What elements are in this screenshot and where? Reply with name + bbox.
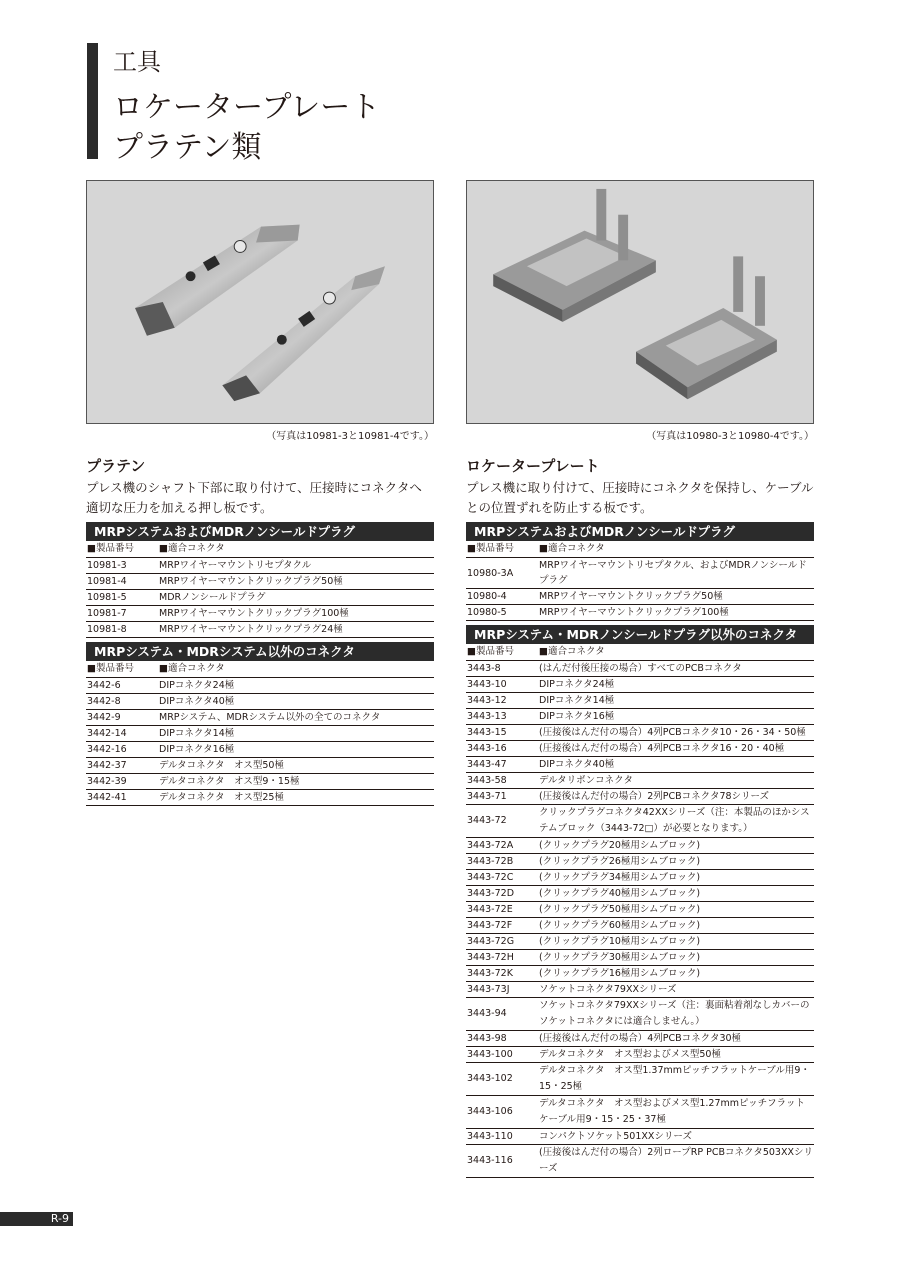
compatible-connector: ソケットコネクタ79XXシリーズ（注：裏面粘着剤なしカバーのソケットコネクタには適合しません。） [539, 1000, 810, 1027]
table-heading: MRPシステムおよびMDRノンシールドプラグ [86, 522, 434, 541]
compatible-connector: (圧接後はんだ付の場合）4列PCBコネクタ10・26・34・50極 [539, 727, 806, 738]
table-row [466, 918, 814, 934]
table-heading: MRPシステム・MDRノンシールドプラグ以外のコネクタ [466, 625, 814, 644]
compatible-connector: (クリックプラグ26極用シムブロック) [539, 856, 701, 867]
part-number: 3443-72B [467, 856, 514, 867]
compatible-connector: デルタコネクタ オス型50極 [159, 760, 284, 771]
part-number: 10981-7 [87, 608, 127, 619]
table-row [86, 558, 434, 574]
table-row [466, 1145, 814, 1178]
table-row [86, 694, 434, 710]
platen-section [86, 456, 434, 806]
column-header-connector: ■適合コネクタ [159, 663, 225, 674]
title-line-1: ロケータープレート [113, 90, 381, 125]
part-number: 3442-37 [87, 760, 127, 771]
compatible-connector: DIPコネクタ24極 [159, 680, 235, 691]
table-row [86, 790, 434, 806]
table-row [466, 886, 814, 902]
table-row [466, 966, 814, 982]
part-number: 3443-72H [467, 952, 514, 963]
table-column-header [86, 661, 434, 678]
part-number: 3443-8 [467, 663, 501, 674]
table-row [466, 805, 814, 838]
compatible-connector: (クリックプラグ60極用シムブロック) [539, 920, 701, 931]
compatible-connector: MRPワイヤーマウントクリックプラグ100極 [159, 608, 349, 619]
part-number: 3443-73J [467, 984, 510, 995]
compatible-connector: (圧接後はんだ付の場合）2列ロープRP PCBコネクタ503XXシリーズ [539, 1147, 813, 1174]
locator-tables [466, 522, 814, 1178]
part-number: 3443-12 [467, 695, 507, 706]
column-header-part: ■製品番号 [87, 663, 134, 674]
compatible-connector: (圧接後はんだ付の場合）4列PCBコネクタ16・20・40極 [539, 743, 785, 754]
table-row [466, 1096, 814, 1129]
part-number: 10981-3 [87, 560, 127, 571]
compatible-connector: コンパクトソケット501XXシリーズ [539, 1131, 692, 1142]
part-number: 3442-6 [87, 680, 121, 691]
product-table [466, 522, 814, 621]
compatible-connector: デルタコネクタ オス型25極 [159, 792, 284, 803]
column-header-connector: ■適合コネクタ [539, 543, 605, 554]
table-row [466, 773, 814, 789]
table-row [466, 1031, 814, 1047]
table-row [86, 678, 434, 694]
part-number: 3443-98 [467, 1033, 507, 1044]
right-photo-caption: （写真は10980-3と10980-4です。） [646, 431, 814, 442]
part-number: 3443-102 [467, 1073, 513, 1084]
table-row [466, 950, 814, 966]
table-heading: MRPシステム・MDRシステム以外のコネクタ [86, 642, 434, 661]
table-row [466, 1047, 814, 1063]
compatible-connector: (クリックプラグ16極用シムブロック) [539, 968, 701, 979]
column-header-connector: ■適合コネクタ [159, 543, 225, 554]
compatible-connector: (クリックプラグ50極用シムブロック) [539, 904, 701, 915]
table-row [466, 677, 814, 693]
table-row [466, 605, 814, 621]
part-number: 3443-47 [467, 759, 507, 770]
table-row [466, 558, 814, 589]
part-number: 10981-5 [87, 592, 127, 603]
compatible-connector: MRPワイヤーマウントリセプタクル、およびMDRノンシールドプラグ [539, 560, 807, 586]
table-row [466, 693, 814, 709]
table-row [466, 757, 814, 773]
platen-title: プラテン [86, 457, 146, 475]
compatible-connector: MRPワイヤーマウントリセプタクル [159, 560, 312, 571]
part-number: 10981-4 [87, 576, 127, 587]
table-row [466, 982, 814, 998]
part-number: 3442-8 [87, 696, 121, 707]
part-number: 10980-4 [467, 591, 507, 602]
table-row [86, 590, 434, 606]
compatible-connector: デルタコネクタ オス型9・15極 [159, 776, 300, 787]
compatible-connector: MRPワイヤーマウントクリックプラグ50極 [159, 576, 343, 587]
part-number: 3442-14 [87, 728, 127, 739]
part-number: 3442-41 [87, 792, 127, 803]
table-row [86, 726, 434, 742]
table-row [466, 709, 814, 725]
table-row [466, 1129, 814, 1145]
compatible-connector: MRPシステム、MDRシステム以外の全てのコネクタ [159, 712, 381, 723]
part-number: 3442-39 [87, 776, 127, 787]
compatible-connector: (クリックプラグ40極用シムブロック) [539, 888, 701, 899]
accent-bar [87, 43, 98, 159]
table-column-header [466, 541, 814, 558]
table-row [466, 589, 814, 605]
table-row [466, 789, 814, 805]
part-number: 3443-72E [467, 904, 513, 915]
part-number: 3443-13 [467, 711, 507, 722]
part-number: 3443-72A [467, 840, 514, 851]
product-table [466, 625, 814, 1178]
compatible-connector: (クリックプラグ30極用シムブロック) [539, 952, 701, 963]
part-number: 10981-8 [87, 624, 127, 635]
table-column-header [86, 541, 434, 558]
table-heading: MRPシステムおよびMDRノンシールドプラグ [466, 522, 814, 541]
platen-part-2 [222, 266, 385, 401]
platen-photo [86, 180, 434, 424]
compatible-connector: MRPワイヤーマウントクリックプラグ50極 [539, 591, 723, 602]
table-row [466, 902, 814, 918]
part-number: 10980-5 [467, 607, 507, 618]
compatible-connector: MRPワイヤーマウントクリックプラグ100極 [539, 607, 729, 618]
part-number: 3443-72C [467, 872, 514, 883]
compatible-connector: MDRノンシールドプラグ [159, 592, 266, 603]
part-number: 3443-94 [467, 1008, 507, 1019]
table-row [466, 838, 814, 854]
table-row [466, 870, 814, 886]
part-number: 3442-16 [87, 744, 127, 755]
compatible-connector: MRPワイヤーマウントクリックプラグ24極 [159, 624, 343, 635]
part-number: 3443-110 [467, 1131, 513, 1142]
table-row [86, 622, 434, 638]
table-row [466, 725, 814, 741]
part-number: 3443-72 [467, 815, 507, 826]
column-header-connector: ■適合コネクタ [539, 646, 605, 657]
table-row [466, 1063, 814, 1096]
locator-plate-1 [493, 189, 656, 322]
part-number: 3443-100 [467, 1049, 513, 1060]
platen-description: プレス機のシャフト下部に取り付けて、圧接時にコネクタへ適切な圧力を加える押し板です。 [86, 480, 422, 515]
compatible-connector: デルタコネクタ オス型およびメス型50極 [539, 1049, 721, 1060]
platen-tables [86, 522, 434, 806]
compatible-connector: デルタリボンコネクタ [539, 775, 633, 786]
table-row [86, 774, 434, 790]
platen-part-1 [135, 225, 300, 336]
part-number: 3443-106 [467, 1106, 513, 1117]
column-header-part: ■製品番号 [87, 543, 134, 554]
title-line-2: プラテン類 [113, 130, 262, 165]
compatible-connector: DIPコネクタ24極 [539, 679, 615, 690]
part-number: 3443-10 [467, 679, 507, 690]
locator-plate-2 [636, 256, 777, 399]
table-row [86, 606, 434, 622]
part-number: 3443-15 [467, 727, 507, 738]
compatible-connector: DIPコネクタ40極 [159, 696, 235, 707]
table-row [466, 998, 814, 1031]
compatible-connector: (クリックプラグ20極用シムブロック) [539, 840, 701, 851]
locator-photo [466, 180, 814, 424]
table-column-header [466, 644, 814, 661]
part-number: 3443-72K [467, 968, 513, 979]
compatible-connector: (圧接後はんだ付の場合）4列PCBコネクタ30極 [539, 1033, 742, 1044]
locator-title: ロケータープレート [466, 457, 600, 475]
table-row [86, 574, 434, 590]
compatible-connector: (クリックプラグ34極用シムブロック) [539, 872, 701, 883]
compatible-connector: デルタコネクタ オス型およびメス型1.27mmピッチフラットケーブル用9・15・25・37極 [539, 1098, 805, 1125]
product-table [86, 642, 434, 806]
left-photo-caption: （写真は10981-3と10981-4です。） [266, 431, 434, 442]
platen-illustration [87, 181, 433, 423]
compatible-connector: クリックプラグコネクタ42XXシリーズ（注：本製品のほかシステムブロック（3443-72□）が必要となります。） [539, 807, 810, 834]
locator-illustration [467, 181, 813, 423]
part-number: 10980-3A [467, 567, 514, 579]
part-number: 3443-71 [467, 791, 507, 802]
compatible-connector: DIPコネクタ16極 [159, 744, 235, 755]
table-row [466, 854, 814, 870]
compatible-connector: (はんだ付後圧接の場合）すべてのPCBコネクタ [539, 663, 742, 674]
page-number: R-9 [0, 1212, 73, 1226]
locator-description: プレス機に取り付けて、圧接時にコネクタを保持し、ケーブルとの位置ずれを防止する板です。 [466, 480, 814, 515]
compatible-connector: DIPコネクタ16極 [539, 711, 615, 722]
product-table [86, 522, 434, 638]
part-number: 3443-72G [467, 936, 515, 947]
compatible-connector: デルタコネクタ オス型1.37mmピッチフラットケーブル用9・15・25極 [539, 1065, 810, 1092]
column-header-part: ■製品番号 [467, 646, 514, 657]
table-row [466, 661, 814, 677]
page-title [113, 88, 380, 168]
compatible-connector: ソケットコネクタ79XXシリーズ [539, 984, 677, 995]
locator-section [466, 456, 814, 1178]
part-number: 3443-72D [467, 888, 515, 899]
table-row [466, 934, 814, 950]
compatible-connector: DIPコネクタ14極 [159, 728, 235, 739]
part-number: 3442-9 [87, 712, 121, 723]
part-number: 3443-58 [467, 775, 507, 786]
compatible-connector: (クリックプラグ10極用シムブロック) [539, 936, 701, 947]
table-row [86, 758, 434, 774]
category-label: 工具 [113, 48, 161, 76]
table-row [86, 742, 434, 758]
table-row [466, 741, 814, 757]
part-number: 3443-116 [467, 1155, 513, 1166]
compatible-connector: DIPコネクタ14極 [539, 695, 615, 706]
table-row [86, 710, 434, 726]
column-header-part: ■製品番号 [467, 543, 514, 554]
part-number: 3443-72F [467, 920, 513, 931]
part-number: 3443-16 [467, 743, 507, 754]
compatible-connector: DIPコネクタ40極 [539, 759, 615, 770]
compatible-connector: (圧接後はんだ付の場合）2列PCBコネクタ78シリーズ [539, 791, 770, 802]
